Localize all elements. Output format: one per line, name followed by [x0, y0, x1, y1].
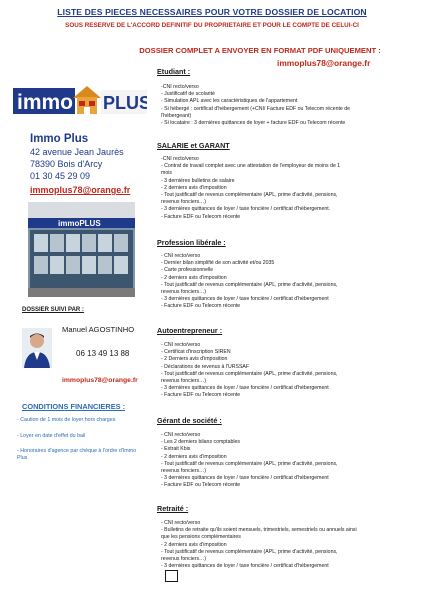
- list-item: mois: [161, 170, 172, 177]
- list-item: - Facture EDF ou Telecom récente: [161, 303, 241, 310]
- list-item: - 2 Derniers avis d'imposition: [161, 356, 228, 363]
- section-gerant: [161, 432, 423, 490]
- agency-city: 78390 Bois d'Arcy: [30, 159, 103, 169]
- scan-mark: [165, 570, 178, 582]
- list-item: - Tout justificatif de revenus complémentaire (APL, prime d'activité, pensions,: [161, 192, 338, 199]
- list-item: - Carte professionnelle: [161, 267, 214, 274]
- reserve-notice: SOUS RESERVE DE L'ACCORD DEFINITIF DU PROPRIETAIRE ET POUR LE COMPTE DE CELUI-CI: [65, 22, 359, 29]
- list-item: - Simulation APL avec les caractéristiques de l'appartement: [161, 98, 298, 105]
- list-item: - 3 dernières quittances de loyer / taxe foncière / certificat d'hébergement: [161, 296, 329, 303]
- agency-email[interactable]: immoplus78@orange.fr: [30, 185, 131, 195]
- list-item: - Tout justificatif de revenus complémentaire (APL, prime d'activité, pensions,: [161, 281, 338, 288]
- list-item: - 3 dernières quittances de loyer / taxe foncière / certificat d'hébergement: [161, 475, 329, 482]
- list-item: - Justificatif de scolarité: [161, 91, 215, 98]
- list-item: - Si hébergé : certificat d'hébergement (+CNI/ Facture EDF ou Telecom récente de: [161, 105, 351, 112]
- section-title-salarie: SALARIE et GARANT: [157, 141, 230, 150]
- page-title: LISTE DES PIECES NECESSAIRES POUR VOTRE DOSSIER DE LOCATION: [57, 7, 367, 17]
- agency-logo: [13, 82, 147, 118]
- section-title-autoentrepreneur: Autoentrepreneur :: [157, 326, 223, 335]
- list-item: -CNI recto/verso: [161, 156, 199, 162]
- dossier-email[interactable]: immoplus78@orange.fr: [277, 58, 371, 68]
- agency-street: 42 avenue Jean Jaurès: [30, 147, 124, 157]
- list-item: - Tout justificatif de revenus complémentaire (APL, prime d'activité, pensions,: [161, 548, 338, 555]
- agent-phone: 06 13 49 13 88: [76, 349, 130, 358]
- section-title-liberale: Profession libérale :: [157, 238, 226, 247]
- list-item: - Bulletins de retraite qu'ils soient mensuels, trimestriels, semestriels ou annuels ainsi: [161, 527, 357, 534]
- list-item: revenus fonciers…): [161, 556, 206, 563]
- list-item: - 2 derniers avis d'imposition: [161, 541, 227, 548]
- logo-text-left: immo: [17, 91, 74, 114]
- storefront-sign: immoPLUS: [58, 219, 101, 228]
- storefront-photo: [28, 202, 135, 297]
- list-item: revenus fonciers…): [161, 378, 206, 385]
- list-item: revenus fonciers…): [161, 468, 206, 475]
- section-title-retraite: Retraité :: [157, 504, 189, 513]
- list-item: - Tout justificatif de revenus complémentaire (APL, prime d'activité, pensions,: [161, 460, 338, 467]
- list-item: - Les 2 derniers bilans comptables: [161, 439, 241, 446]
- agency-phone: 01 30 45 29 09: [30, 171, 91, 181]
- list-item: - 3 dernières quittances de loyer / taxe foncière / certificat d'hébergement: [161, 385, 329, 392]
- dossier-instruction: DOSSIER COMPLET A ENVOYER EN FORMAT PDF UNIQUEMENT :: [139, 46, 381, 55]
- section-salarie: [161, 156, 423, 221]
- list-item: -CNI recto/verso: [161, 84, 199, 90]
- list-item: - Déclarations de revenus à l'URSSAF: [161, 363, 250, 370]
- list-item: - Dernier bilan simplifié de son activité et/ou 2035: [161, 260, 275, 267]
- list-item: - Facture EDF ou Telecom récente: [161, 392, 241, 399]
- list-item: - Facture EDF ou Telecom récente: [161, 482, 241, 489]
- list-item: - 3 dernières bulletins de salaire: [161, 177, 235, 184]
- agent-label: DOSSIER SUIVI PAR :: [22, 307, 84, 313]
- list-item: - 3 dernières quittances de loyer / taxe foncière / certificat d'hébergement.: [161, 206, 331, 213]
- list-item: revenus fonciers…): [161, 289, 206, 296]
- list-item: - Si locataire : 3 dernières quittances de loyer + facture EDF ou Telecom récente: [161, 120, 346, 127]
- logo-text-right: PLUS: [103, 93, 147, 113]
- list-item: - CNI recto/verso: [161, 520, 201, 526]
- list-item: - Certificat d'inscription SIREN: [161, 349, 231, 356]
- list-item: - 2 derniers avis d'imposition: [161, 184, 227, 191]
- list-item: - Contrat de travail complet avec une attestation de l'employeur de moins de 1: [161, 163, 341, 170]
- list-item: - 3 dernières quittances de loyer / taxe foncière / certificat d'hébergement: [161, 563, 329, 570]
- list-item: revenus fonciers…): [161, 199, 206, 206]
- agent-avatar: [22, 328, 52, 368]
- agent-email[interactable]: immoplus78@orange.fr: [62, 377, 138, 384]
- list-item: - 2 derniers avis d'imposition: [161, 453, 227, 460]
- condition-item: - Caution de 1 mois de loyer hors charges: [17, 417, 116, 423]
- conditions-title: CONDITIONS FINANCIERES :: [22, 402, 126, 411]
- section-title-etudiant: Etudiant :: [157, 67, 191, 76]
- list-item: l'hébergeant): [161, 112, 192, 119]
- list-item: - CNI recto/verso: [161, 432, 201, 438]
- list-item: que les pensions complémentaires: [161, 534, 241, 541]
- section-etudiant: [161, 84, 423, 127]
- list-item: - CNI recto/verso: [161, 342, 201, 348]
- section-title-gerant: Gérant de société :: [157, 416, 222, 425]
- list-item: - Facture EDF ou Telecom récente: [161, 213, 241, 220]
- agent-name: Manuel AGOSTINHO: [62, 325, 135, 334]
- condition-item: - Honoraires d'agence par chèque à l'ordre d'Immo Plus: [17, 448, 137, 462]
- list-item: - Extrait Kbis: [161, 446, 191, 453]
- agency-name: Immo Plus: [30, 133, 89, 145]
- section-liberale: [161, 253, 423, 311]
- list-item: - Tout justificatif de revenus complémentaire (APL, prime d'activité, pensions,: [161, 370, 338, 377]
- list-item: - 2 derniers avis d'imposition: [161, 274, 227, 281]
- condition-item: - Loyer en date d'effet du bail: [17, 433, 86, 439]
- list-item: - CNI recto/verso: [161, 253, 201, 259]
- section-autoentrepreneur: [161, 342, 423, 400]
- section-retraite: [161, 520, 423, 570]
